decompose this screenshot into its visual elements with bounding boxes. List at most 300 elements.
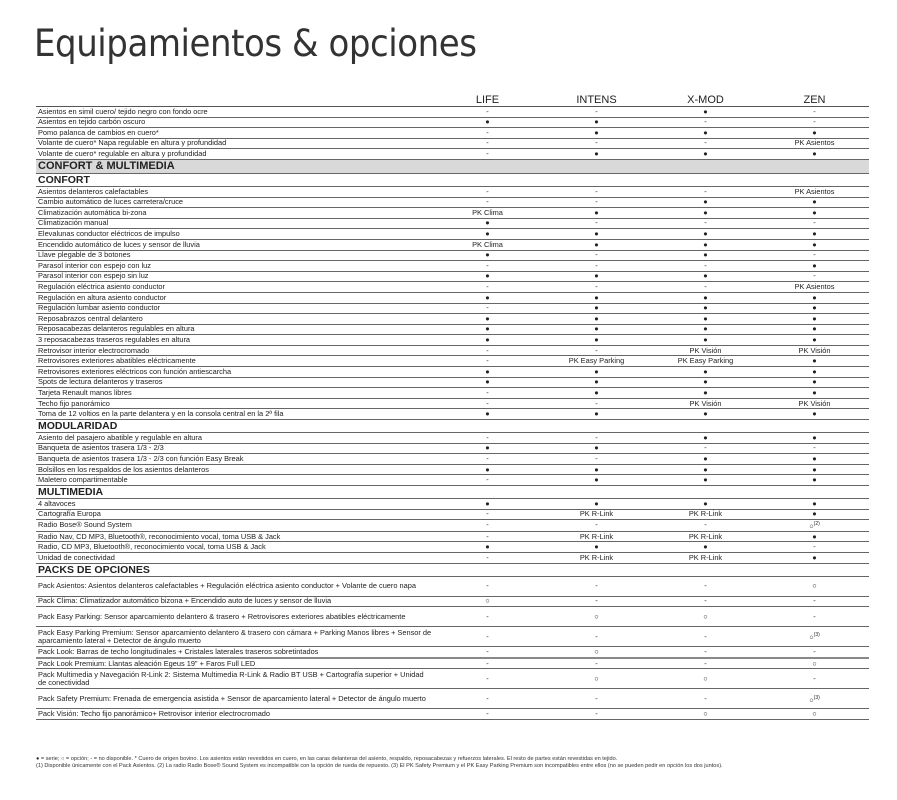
section-title: MODULARIDAD <box>36 420 869 433</box>
cell-zen <box>760 292 869 303</box>
cell-life <box>433 335 542 346</box>
cell-value: - <box>486 303 489 313</box>
cell-value: - <box>486 658 489 668</box>
cell-value: ● <box>703 207 708 217</box>
cell-life <box>433 542 542 553</box>
table-row <box>36 689 869 709</box>
table-row <box>36 107 869 118</box>
cell-x-mod <box>651 443 760 454</box>
cell-x-mod <box>651 138 760 149</box>
cell-life <box>433 314 542 325</box>
cell-value: ● <box>485 313 490 323</box>
cell-x-mod <box>651 627 760 647</box>
cell-value: ● <box>703 498 708 508</box>
cell-value: ● <box>594 387 599 397</box>
cell-zen <box>760 388 869 399</box>
cell-zen <box>760 433 869 444</box>
cell-zen <box>760 509 869 520</box>
cell-value: - <box>704 138 707 148</box>
row-label: Asiento del pasajero abatible y regulable en altura <box>36 433 433 444</box>
row-label: Llave plegable de 3 botones <box>36 250 433 261</box>
row-label: Climatización automática bi-zona <box>36 208 433 219</box>
cell-zen <box>760 186 869 197</box>
cell-intens <box>542 282 651 293</box>
cell-x-mod <box>651 607 760 627</box>
cell-value: ● <box>485 366 490 376</box>
cell-intens <box>542 689 651 709</box>
cell-value: ● <box>812 531 817 541</box>
cell-value: - <box>704 596 707 606</box>
cell-zen <box>760 499 869 510</box>
cell-life <box>433 454 542 465</box>
cell-value: ● <box>594 475 599 485</box>
cell-value: ● <box>812 239 817 249</box>
cell-value: PK Clima <box>472 239 503 249</box>
cell-value: ● <box>485 542 490 552</box>
cell-value: - <box>595 186 598 196</box>
table-row <box>36 186 869 197</box>
cell-life <box>433 709 542 720</box>
table-row <box>36 303 869 314</box>
row-label: Pack Look Premium: Llantas aleación Egeus 19" + Faros Full LED <box>36 658 433 669</box>
cell-value: ● <box>812 229 817 239</box>
cell-value: ● <box>703 250 708 260</box>
subsection-header <box>36 486 869 499</box>
cell-value: ● <box>703 366 708 376</box>
cell-zen <box>760 475 869 486</box>
cell-zen <box>760 553 869 564</box>
cell-value: - <box>486 138 489 148</box>
page-title: Equipamientos & opciones <box>34 22 477 65</box>
cell-x-mod <box>651 229 760 240</box>
cell-value: ● <box>594 409 599 419</box>
table-row <box>36 607 869 627</box>
table-row <box>36 520 869 532</box>
cell-value: ● <box>812 197 817 207</box>
table-row <box>36 117 869 128</box>
row-label: Parasol interior con espejo con luz <box>36 261 433 272</box>
cell-intens <box>542 229 651 240</box>
cell-zen <box>760 377 869 388</box>
cell-life <box>433 239 542 250</box>
cell-zen <box>760 345 869 356</box>
cell-value: PK Asientos <box>794 282 835 291</box>
cell-life <box>433 553 542 564</box>
row-label: 4 altavoces <box>36 499 433 510</box>
cell-value: - <box>486 186 489 196</box>
cell-life <box>433 627 542 647</box>
cell-value: ● <box>594 127 599 137</box>
cell-value: - <box>595 106 598 116</box>
table-row <box>36 149 869 160</box>
cell-value: ● <box>485 324 490 334</box>
cell-value: ● <box>812 356 817 366</box>
cell-value: ○ <box>812 581 817 591</box>
cell-value: ● <box>485 250 490 260</box>
row-label: Spots de lectura delanteros y traseros <box>36 377 433 388</box>
cell-x-mod <box>651 239 760 250</box>
cell-value: ○ <box>812 658 817 668</box>
cell-value: ● <box>594 229 599 239</box>
cell-x-mod <box>651 509 760 520</box>
cell-value: - <box>486 631 489 641</box>
cell-life <box>433 261 542 272</box>
cell-value: ○ <box>485 596 490 606</box>
equipment-table <box>36 93 869 720</box>
cell-value: ● <box>812 498 817 508</box>
cell-value: ● <box>703 324 708 334</box>
cell-intens <box>542 388 651 399</box>
cell-life <box>433 647 542 658</box>
cell-value: - <box>486 149 489 159</box>
cell-life <box>433 345 542 356</box>
cell-value: - <box>704 186 707 196</box>
cell-value: ● <box>812 387 817 397</box>
cell-intens <box>542 335 651 346</box>
cell-x-mod <box>651 669 760 689</box>
cell-life <box>433 186 542 197</box>
row-label: Elevalunas conductor eléctricos de impulso <box>36 229 433 240</box>
cell-value: - <box>704 520 707 530</box>
cell-zen <box>760 647 869 658</box>
cell-value: ● <box>485 117 490 127</box>
cell-intens <box>542 576 651 596</box>
cell-value: PK Visión <box>689 345 722 355</box>
cell-value: PK Easy Parking <box>568 356 625 366</box>
cell-zen <box>760 149 869 160</box>
table-row <box>36 475 869 486</box>
cell-life <box>433 388 542 399</box>
footnote-ref: (3) <box>813 694 820 701</box>
cell-zen <box>760 356 869 367</box>
cell-intens <box>542 658 651 669</box>
column-zen: ZEN <box>760 93 869 107</box>
row-label: Retrovisor interior electrocromado <box>36 345 433 356</box>
cell-x-mod <box>651 553 760 564</box>
cell-zen <box>760 409 869 420</box>
cell-x-mod <box>651 520 760 532</box>
cell-value: - <box>595 218 598 228</box>
cell-value: ● <box>812 207 817 217</box>
row-label: Pack Safety Premium: Frenada de emergencia asistida + Sensor de aparcamiento lateral + Detector de ángulo muerto <box>36 689 433 709</box>
cell-value: ● <box>703 453 708 463</box>
cell-value: PK Clima <box>472 207 503 217</box>
row-label: Tarjeta Renault manos libres <box>36 388 433 399</box>
cell-value: - <box>704 117 707 127</box>
cell-value: - <box>486 673 489 683</box>
cell-x-mod <box>651 282 760 293</box>
table-row <box>36 218 869 229</box>
cell-intens <box>542 542 651 553</box>
cell-zen <box>760 128 869 139</box>
cell-value: PK R-Link <box>579 509 614 519</box>
row-label: Radio Nav, CD MP3, Bluetooth®, reconocimiento vocal, toma USB & Jack <box>36 531 433 542</box>
table-row <box>36 531 869 542</box>
row-label: Radio, CD MP3, Bluetooth®, reconocimiento vocal, toma USB & Jack <box>36 542 433 553</box>
cell-zen <box>760 218 869 229</box>
cell-life <box>433 367 542 378</box>
cell-value: ● <box>703 197 708 207</box>
cell-x-mod <box>651 531 760 542</box>
cell-x-mod <box>651 388 760 399</box>
cell-value: - <box>486 552 489 562</box>
cell-value: ● <box>812 509 817 519</box>
footnotes <box>36 756 886 770</box>
cell-life <box>433 107 542 118</box>
cell-value: ● <box>594 117 599 127</box>
cell-value: ● <box>594 542 599 552</box>
cell-value: ● <box>594 149 599 159</box>
cell-zen <box>760 314 869 325</box>
cell-value: - <box>704 260 707 270</box>
cell-life <box>433 138 542 149</box>
cell-value: - <box>595 520 598 530</box>
row-label: Banqueta de asientos trasera 1/3 - 2/3 <box>36 443 433 454</box>
table-row <box>36 658 869 669</box>
cell-intens <box>542 250 651 261</box>
cell-value: - <box>813 106 816 116</box>
cell-value: ● <box>703 149 708 159</box>
table-row <box>36 282 869 293</box>
cell-zen <box>760 531 869 542</box>
table-row <box>36 335 869 346</box>
cell-x-mod <box>651 398 760 409</box>
cell-intens <box>542 208 651 219</box>
row-label: 3 reposacabezas traseros regulables en altura <box>36 335 433 346</box>
table-row <box>36 553 869 564</box>
table-row <box>36 454 869 465</box>
cell-zen <box>760 324 869 335</box>
cell-value: - <box>486 260 489 270</box>
cell-value: - <box>486 197 489 207</box>
cell-x-mod <box>651 454 760 465</box>
cell-x-mod <box>651 596 760 607</box>
cell-intens <box>542 499 651 510</box>
section-header <box>36 159 869 173</box>
cell-value: ● <box>485 334 490 344</box>
cell-intens <box>542 475 651 486</box>
cell-intens <box>542 138 651 149</box>
cell-zen <box>760 576 869 596</box>
cell-life <box>433 356 542 367</box>
cell-value: - <box>813 646 816 656</box>
cell-zen <box>760 689 869 709</box>
cell-x-mod <box>651 314 760 325</box>
cell-value: PK R-Link <box>688 552 723 562</box>
cell-zen <box>760 454 869 465</box>
cell-value: - <box>595 581 598 591</box>
cell-value: - <box>595 282 598 291</box>
cell-value: ● <box>594 303 599 313</box>
cell-life <box>433 303 542 314</box>
cell-value: - <box>595 260 598 270</box>
row-label: Cartografía Europa <box>36 509 433 520</box>
table-row <box>36 576 869 596</box>
table-row <box>36 464 869 475</box>
cell-life <box>433 128 542 139</box>
table-row <box>36 509 869 520</box>
cell-value: ● <box>594 498 599 508</box>
cell-value: ● <box>703 542 708 552</box>
cell-zen <box>760 271 869 282</box>
cell-intens <box>542 292 651 303</box>
cell-zen <box>760 520 869 532</box>
cell-value: ○ <box>703 709 708 719</box>
cell-value: ● <box>703 239 708 249</box>
cell-value: ● <box>812 313 817 323</box>
cell-value: ● <box>812 432 817 442</box>
cell-value: ● <box>703 475 708 485</box>
cell-value: ● <box>703 432 708 442</box>
cell-x-mod <box>651 658 760 669</box>
row-label: Volante de cuero* regulable en altura y profundidad <box>36 149 433 160</box>
cell-zen <box>760 239 869 250</box>
footnote-ref: (3) <box>813 632 820 639</box>
cell-value: - <box>595 250 598 260</box>
row-label: Regulación lumbar asiento conductor <box>36 303 433 314</box>
cell-intens <box>542 409 651 420</box>
cell-x-mod <box>651 149 760 160</box>
table-row <box>36 627 869 647</box>
cell-intens <box>542 553 651 564</box>
cell-value: ○ <box>594 611 599 621</box>
cell-value: ● <box>812 377 817 387</box>
cell-value: ● <box>812 127 817 137</box>
cell-value: - <box>486 475 489 485</box>
cell-value: - <box>486 106 489 116</box>
cell-value: ● <box>812 552 817 562</box>
cell-value: PK Asientos <box>794 138 835 148</box>
row-label: Techo fijo panorámico <box>36 398 433 409</box>
cell-value: - <box>813 596 816 606</box>
cell-value: ● <box>812 334 817 344</box>
row-label: Retrovisores exteriores eléctricos con función antiescarcha <box>36 367 433 378</box>
cell-zen <box>760 669 869 689</box>
cell-value: ● <box>703 464 708 474</box>
cell-value: - <box>486 387 489 397</box>
cell-zen <box>760 658 869 669</box>
cell-life <box>433 475 542 486</box>
row-label: Cambio automático de luces carretera/cruce <box>36 197 433 208</box>
row-label: Retrovisores exteriores abatibles eléctricamente <box>36 356 433 367</box>
cell-value: - <box>813 611 816 621</box>
cell-intens <box>542 261 651 272</box>
table-row <box>36 345 869 356</box>
cell-value: - <box>595 631 598 641</box>
cell-value: ● <box>812 409 817 419</box>
table-row <box>36 261 869 272</box>
cell-zen <box>760 596 869 607</box>
cell-value: - <box>595 398 598 408</box>
cell-intens <box>542 324 651 335</box>
cell-x-mod <box>651 356 760 367</box>
cell-intens <box>542 314 651 325</box>
cell-x-mod <box>651 499 760 510</box>
cell-zen <box>760 709 869 720</box>
cell-zen <box>760 398 869 409</box>
cell-life <box>433 509 542 520</box>
section-title: CONFORT & MULTIMEDIA <box>36 159 869 173</box>
cell-value: ● <box>703 313 708 323</box>
cell-value: - <box>486 646 489 656</box>
cell-intens <box>542 464 651 475</box>
cell-value: ● <box>594 334 599 344</box>
cell-value: - <box>813 117 816 127</box>
cell-value: ● <box>703 127 708 137</box>
cell-value: ● <box>812 324 817 334</box>
cell-x-mod <box>651 464 760 475</box>
cell-intens <box>542 509 651 520</box>
row-label: Unidad de conectividad <box>36 553 433 564</box>
table-row <box>36 138 869 149</box>
cell-life <box>433 464 542 475</box>
cell-intens <box>542 531 651 542</box>
cell-life <box>433 669 542 689</box>
cell-x-mod <box>651 292 760 303</box>
cell-zen <box>760 367 869 378</box>
cell-value: - <box>704 581 707 591</box>
cell-value: - <box>486 345 489 355</box>
cell-x-mod <box>651 324 760 335</box>
cell-x-mod <box>651 128 760 139</box>
cell-x-mod <box>651 345 760 356</box>
table-row <box>36 229 869 240</box>
cell-value: ● <box>812 475 817 485</box>
cell-value: ● <box>485 229 490 239</box>
cell-value: ● <box>703 377 708 387</box>
cell-value: ○ <box>594 673 599 683</box>
row-label: Reposacabezas delanteros regulables en altura <box>36 324 433 335</box>
row-label: Pack Look: Barras de techo longitudinales + Cristales laterales traseros sobretintados <box>36 647 433 658</box>
cell-x-mod <box>651 433 760 444</box>
cell-intens <box>542 197 651 208</box>
cell-intens <box>542 398 651 409</box>
footnote-ref: (2) <box>813 521 820 528</box>
row-label: Parasol interior con espejo sin luz <box>36 271 433 282</box>
cell-x-mod <box>651 261 760 272</box>
cell-intens <box>542 443 651 454</box>
cell-value: ● <box>485 464 490 474</box>
cell-zen <box>760 107 869 118</box>
row-label: Volante de cuero* Napa regulable en altura y profundidad <box>36 138 433 149</box>
cell-value: PK R-Link <box>579 531 614 541</box>
cell-value: - <box>813 673 816 683</box>
cell-value: - <box>486 398 489 408</box>
table-row <box>36 377 869 388</box>
cell-value: PK Visión <box>689 398 722 408</box>
cell-value: ● <box>485 409 490 419</box>
cell-x-mod <box>651 107 760 118</box>
cell-zen <box>760 197 869 208</box>
cell-intens <box>542 669 651 689</box>
cell-value: PK Visión <box>798 398 831 408</box>
cell-value: ● <box>594 464 599 474</box>
cell-life <box>433 443 542 454</box>
table-row <box>36 409 869 420</box>
cell-life <box>433 576 542 596</box>
cell-zen <box>760 261 869 272</box>
cell-value: ● <box>485 443 490 453</box>
cell-value: ● <box>485 377 490 387</box>
cell-value: ● <box>812 464 817 474</box>
row-label: Asientos en simil cuero/ tejido negro con fondo ocre <box>36 107 433 118</box>
table-row <box>36 356 869 367</box>
cell-value: ● <box>703 292 708 302</box>
cell-value: - <box>595 596 598 606</box>
cell-life <box>433 282 542 293</box>
cell-value: PK Asientos <box>794 186 835 196</box>
cell-intens <box>542 647 651 658</box>
